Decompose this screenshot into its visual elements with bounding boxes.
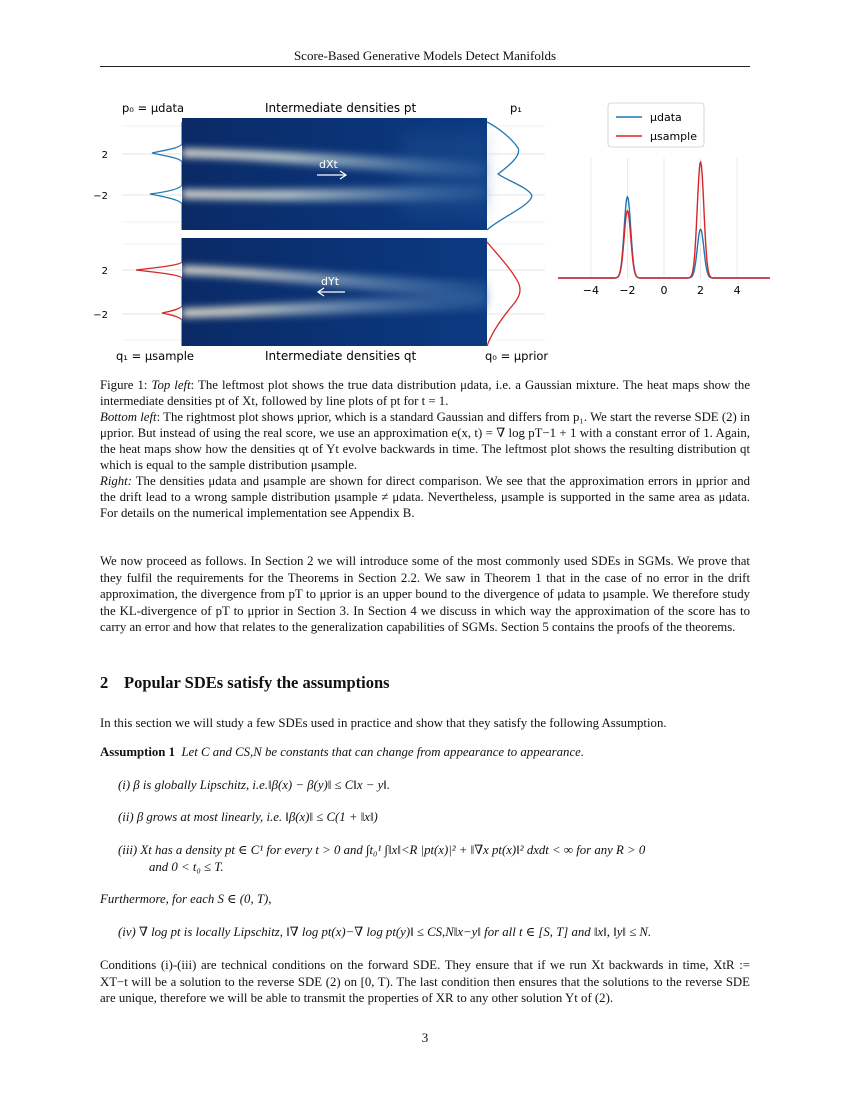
bottom-left-density-curve [136,238,182,346]
chart-plot-area [558,158,770,297]
chart-legend [608,103,704,147]
x-tick-label: 4 [733,284,741,297]
caption-right: Right: The densities μdata and μsample are shown for direct comparison. We see that the approximation errors in μprior and the drift lead to a wrong sample distribution μsample ≠ μdata. Nevertheless, μsample is supported in the same area as μdata. For details on the numerical implementation see Appendix B. [100,474,750,520]
tick-label: −2 [93,191,108,202]
figure-caption [100,377,750,521]
top-left-label: p₀ = μdata [122,101,185,115]
top-heatmap [182,118,487,230]
assumption-item-ii: (ii) β grows at most linearly, i.e. ‖β(x)‖ ≤ C(1 + ‖x‖) [118,810,378,824]
tick-label: 2 [101,150,108,161]
comparison-chart [558,103,770,297]
assumption-item-i: (i) β is globally Lipschitz, i.e.‖β(x) − β(y)‖ ≤ C‖x − y‖. [118,778,391,792]
top-left-density-curve [150,122,182,230]
assumption-item-iii-cont: and 0 < t₀ ≤ T. [149,860,224,874]
x-tick-label: −2 [619,284,636,297]
page-number: 3 [421,1030,429,1045]
legend-label-sample: μsample [650,130,697,143]
x-tick-label: −4 [582,284,600,297]
top-heatmap-title: Intermediate densities pt [265,101,417,115]
bottom-left-density-plot [93,238,182,346]
furthermore-line: Furthermore, for each S ∈ (0, T), [100,892,272,906]
tick-label: −2 [93,310,108,321]
bottom-right-label: q₀ = μprior [485,349,549,363]
figure-svg [93,92,780,372]
intro-paragraph: We now proceed as follows. In Section 2 we will introduce some of the most commonly used SDEs in SGMs. We prove that they fulfil the requirements for the Theorems in Section 2.2. We saw in Theorem 1 that in the case of no error in the drift approximation, the divergence from pT to μprior is an upper bound to the divergence of μdata to μsample. We therefore study the KL-divergence of pT to μprior in Section 3. In Section 4 we discuss in which way the approximation of the score has to carry an error and how that relates to the generalization capabilities of SGMs. Section 5 contains the proofs of the theorems. [100,554,750,634]
assumption-statement: Assumption 1 Let C and CS,N be constants that can change from appearance to appearance. [100,745,585,759]
top-left-density-plot [93,122,182,230]
assumption-item-iii: (iii) Xt has a density pt ∈ C¹ for every t > 0 and ∫t₀¹ ∫‖x‖<R |pt(x)|² + ‖∇x pt(x)‖² dxdt < ∞ for any R > 0 [118,843,646,857]
legend-label-data: μdata [650,111,682,124]
bottom-right-density-plot [487,242,545,346]
section-heading: 2 Popular SDEs satisfy the assumptions [100,673,390,692]
caption-top-left: Figure 1: Top left: The leftmost plot shows the true data distribution μdata, i.e. a Gaussian mixture. The heat maps show the intermediate densities pt of Xt, followed by line plots of pt for t = 1. [100,378,750,408]
bottom-right-density-curve [487,242,520,346]
bottom-left-label: q₁ = μsample [116,349,194,363]
running-header: Score-Based Generative Models Detect Manifolds [293,48,557,63]
bottom-heatmap [182,238,487,346]
header-rule [100,66,750,67]
caption-bottom-left: Bottom left: The rightmost plot shows μprior, which is a standard Gaussian and differs from p₁. We start the reverse SDE (2) in μprior. But instead of using the real score, we use an approximation e(x, t) = ∇ log pT−1 + 1 with a constant error of 1. Again, the heat maps show how the densities qt of Yt evolve backwards in time. The leftmost plot shows the resulting distribution qt which is equal to the sample distribution μsample. [100,410,751,472]
forward-arrow-label: dXt [319,158,338,171]
tick-label: 2 [101,266,108,277]
x-tick-label: 0 [660,284,668,297]
assumption-item-iv: (iv) ∇ log pt is locally Lipschitz, ‖∇ log pt(x)−∇ log pt(y)‖ ≤ CS,N‖x−y‖ for all t ∈ [S, T] and ‖x‖, ‖y‖ ≤ N. [118,925,652,939]
bottom-heatmap-title: Intermediate densities qt [265,349,417,363]
reverse-arrow-label: dYt [321,275,340,288]
section-intro-paragraph: In this section we will study a few SDEs used in practice and show that they satisfy the following Assumption. [100,716,667,730]
x-tick-label: 2 [697,284,705,297]
top-right-density-plot [487,122,545,230]
top-right-label: p₁ [510,101,522,115]
top-right-density-curve [487,122,532,230]
figure-1 [93,92,780,372]
conditions-paragraph: Conditions (i)-(iii) are technical conditions on the forward SDE. They ensure that if we run Xt backwards in time, XtR := XT−t will be a solution to the reverse SDE (2) on [0, T). The last condition then ensures that the solutions to the reverse SDE are unique, therefore we will be able to transmit the properties of XR to any other solution Yt of (2). [100,958,750,1005]
